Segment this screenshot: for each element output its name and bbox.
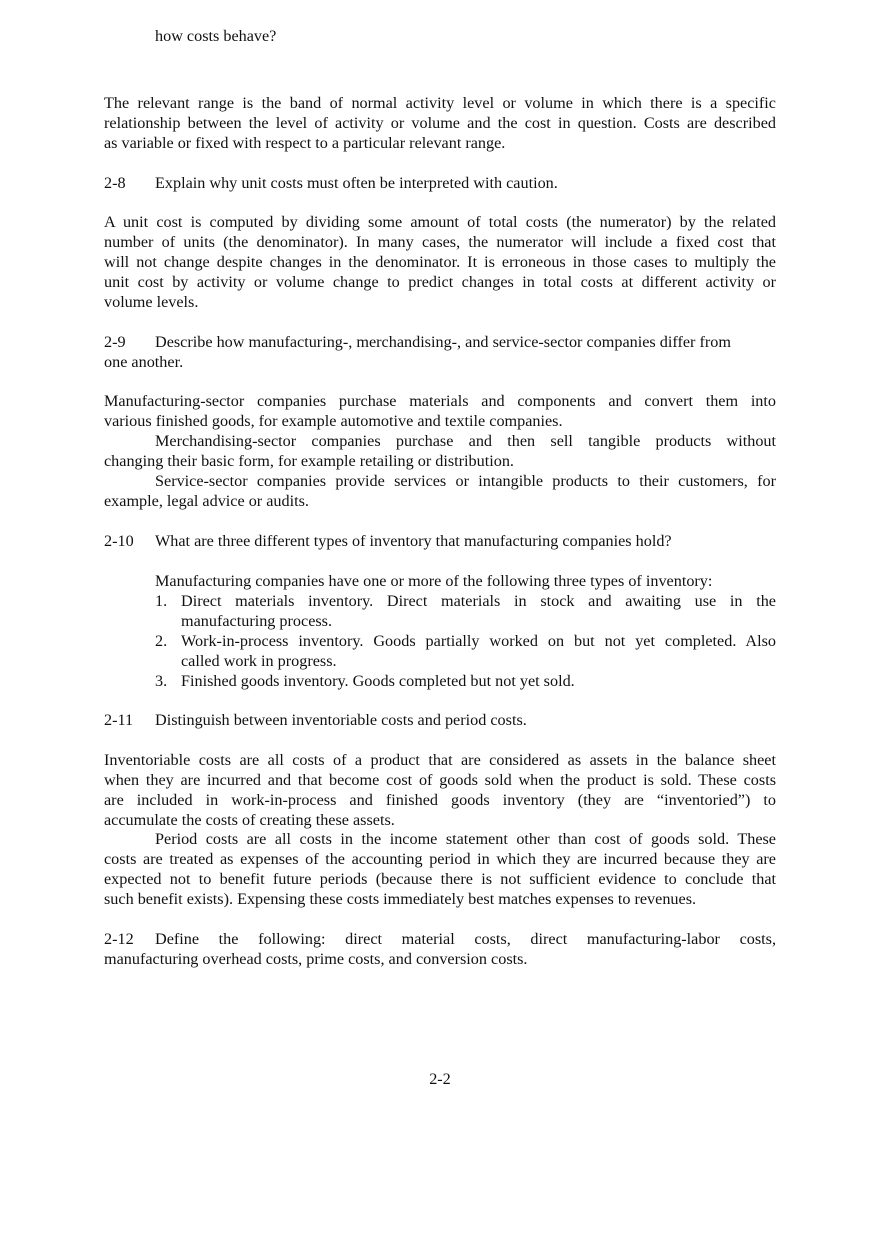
list-item-number: 1. <box>155 592 168 610</box>
question-number: 2-11 <box>104 711 134 729</box>
question-number: 2-8 <box>104 174 126 192</box>
list-item-text: Direct materials inventory. Direct materials in stock and awaiting use in the <box>181 592 776 610</box>
continuation-text: how costs behave? <box>155 27 277 45</box>
paragraph-line: when they are incurred and that become cost of goods sold when the product is sold. These costs <box>104 771 776 789</box>
paragraph-line: as variable or fixed with respect to a particular relevant range. <box>104 134 506 152</box>
question-text: Describe how manufacturing-, merchandising-, and service-sector companies differ from <box>155 333 731 351</box>
paragraph-line: relationship between the level of activity or volume and the cost in question. Costs are described <box>104 114 776 132</box>
paragraph-line: number of units (the denominator). In many cases, the numerator will include a fixed cost that <box>104 233 776 251</box>
paragraph-line: Service-sector companies provide services or intangible products to their customers, for <box>155 472 776 490</box>
list-item-number: 3. <box>155 672 168 690</box>
paragraph-line: Period costs are all costs in the income statement other than cost of goods sold. These <box>155 830 776 848</box>
question-text: Define the following: direct material costs, direct manufacturing-labor costs, <box>155 930 776 948</box>
question-number: 2-12 <box>104 930 134 948</box>
question-number: 2-10 <box>104 532 134 550</box>
paragraph-line: example, legal advice or audits. <box>104 492 309 510</box>
question-text-continued: one another. <box>104 353 184 371</box>
question-text: Explain why unit costs must often be interpreted with caution. <box>155 174 558 192</box>
paragraph-line: will not change despite changes in the denominator. It is erroneous in those cases to multiply the <box>104 253 776 271</box>
list-item-number: 2. <box>155 632 168 650</box>
paragraph-line: unit cost by activity or volume change to predict changes in total costs at different activity or <box>104 273 776 291</box>
paragraph-line: volume levels. <box>104 293 199 311</box>
question-text: Distinguish between inventoriable costs and period costs. <box>155 711 527 729</box>
paragraph-line: various finished goods, for example automotive and textile companies. <box>104 412 563 430</box>
page-number: 2-2 <box>429 1070 451 1088</box>
list-item-text: called work in progress. <box>181 652 337 670</box>
question-text: What are three different types of inventory that manufacturing companies hold? <box>155 532 672 550</box>
paragraph-line: Merchandising-sector companies purchase and then sell tangible products without <box>155 432 776 450</box>
paragraph-line: The relevant range is the band of normal activity level or volume in which there is a specific <box>104 94 776 112</box>
list-intro: Manufacturing companies have one or more of the following three types of inventory: <box>155 572 713 590</box>
paragraph-line: Inventoriable costs are all costs of a product that are considered as assets in the balance sheet <box>104 751 776 769</box>
paragraph-line: such benefit exists). Expensing these costs immediately best matches expenses to revenues. <box>104 890 697 908</box>
paragraph-line: changing their basic form, for example retailing or distribution. <box>104 452 514 470</box>
paragraph-line: expected not to benefit future periods (because there is not sufficient evidence to conclude that <box>104 870 776 888</box>
paragraph-line: A unit cost is computed by dividing some amount of total costs (the numerator) by the related <box>104 213 776 231</box>
paragraph-line: costs are treated as expenses of the accounting period in which they are incurred because they are <box>104 850 776 868</box>
list-item-text: manufacturing process. <box>181 612 333 630</box>
paragraph-line: are included in work-in-process and finished goods inventory (they are “inventoried”) to <box>104 791 776 809</box>
question-text-continued: manufacturing overhead costs, prime costs, and conversion costs. <box>104 950 528 968</box>
paragraph-line: accumulate the costs of creating these assets. <box>104 811 395 829</box>
paragraph-line: Manufacturing-sector companies purchase materials and components and convert them into <box>104 392 776 410</box>
list-item-text: Work-in-process inventory. Goods partially worked on but not yet completed. Also <box>181 632 776 650</box>
list-item-text: Finished goods inventory. Goods completed but not yet sold. <box>181 672 575 690</box>
question-number: 2-9 <box>104 333 126 351</box>
